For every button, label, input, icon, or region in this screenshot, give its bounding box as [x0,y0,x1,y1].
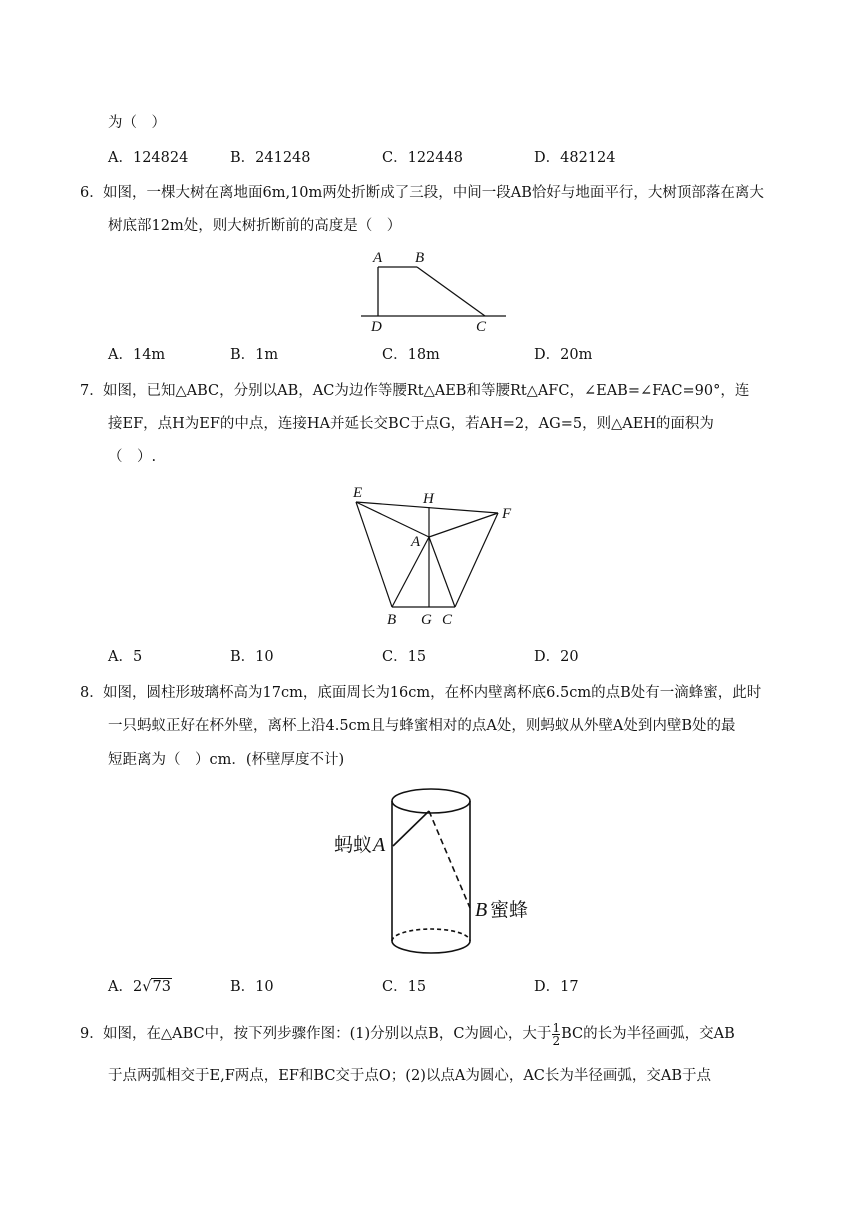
q6-option-a[interactable]: A．14m [108,347,166,363]
q7-number: 7． [80,383,104,399]
q8-option-a-prefix: A． [108,979,133,995]
q8-stem-line3: 短距离为（ ）cm．(杯壁厚度不计) [108,752,345,768]
q7-option-b[interactable]: B．10 [230,649,274,665]
q7-label-g: G [421,612,432,628]
q8-number: 8． [80,685,104,701]
q8-option-a[interactable] [108,977,172,997]
q5-option-b[interactable]: B．241248 [230,150,311,166]
q8-option-d[interactable]: D．17 [534,979,579,995]
q8-option-b[interactable]: B．10 [230,979,274,995]
q7-stem-line2: 接EF，点H为EF的中点，连接HA并延长交BC于点G，若AH=2，AG=5，则△AEH的面积为 [108,416,714,432]
q9-frac-num: 1 [552,1020,561,1035]
q7-label-f: F [502,506,512,522]
sqrt-icon: √ [142,979,152,995]
q6-label-c: C [476,319,487,335]
q5-stem-tail: 为（ ） [108,115,166,131]
q8-bee-label: 蜜蜂 [490,899,529,921]
q8-option-c[interactable]: C．15 [382,979,427,995]
q7-label-e: E [353,485,363,501]
q7-stem-line3: （ ）. [108,449,157,465]
q7-label-b: B [387,612,397,628]
q9-stem-line1-part1: 如图，在△ABC中，按下列步骤作图：(1)分别以点B，C为圆心，大于 [103,1026,552,1042]
q6-option-b[interactable]: B．1m [230,347,279,363]
q7-option-c[interactable]: C．15 [382,649,427,665]
q9-fraction [552,1022,560,1047]
q7-stem-line1: 如图，已知△ABC，分别以AB，AC为边作等腰Rt△AEB和等腰Rt△AFC，∠EAB=∠FAC=90°，连 [103,383,750,399]
q8-option-a-coef: 2 [132,979,143,995]
q8-label-b: B [475,899,488,921]
q9-stem-line1-part2: BC的长为半径画弧，交AB [561,1026,735,1042]
q6-stem-line1: 如图，一棵大树在离地面6m,10m两处折断成了三段，中间一段AB恰好与地面平行，大树顶部落在离大 [103,185,764,201]
q5-option-c[interactable]: C．122448 [382,150,463,166]
q5-option-a[interactable]: A．124824 [108,150,189,166]
q8-label-a: A [373,834,386,856]
q6-label-b: B [415,250,425,266]
q8-stem-line1: 如图，圆柱形玻璃杯高为17cm，底面周长为16cm，在杯内壁离杯底6.5cm的点B处有一滴蜂蜜，此时 [103,685,762,701]
q7-label-c: C [442,612,453,628]
q6-label-a: A [373,250,383,266]
q6-label-d: D [371,319,382,335]
q6-option-d[interactable]: D．20m [534,347,593,363]
q9-frac-den: 2 [552,1033,561,1048]
q6-number: 6． [80,185,104,201]
q5-option-d[interactable]: D．482124 [534,150,616,166]
q9-stem-line2: 于点两弧相交于E,F两点，EF和BC交于点O；(2)以点A为圆心，AC长为半径画弧，交AB于点 [108,1068,712,1084]
q9-number: 9． [80,1026,104,1042]
q7-label-a: A [411,534,421,550]
q8-ant-label: 蚂蚁 [334,834,373,856]
q6-option-c[interactable]: C．18m [382,347,440,363]
q8-stem-line2: 一只蚂蚁正好在杯外壁，离杯上沿4.5cm且与蜂蜜相对的点A处，则蚂蚁从外壁A处到内壁B处的最 [108,718,736,734]
q8-option-a-radicand: 73 [152,979,171,995]
q9-stem-line1 [103,1016,735,1052]
q7-option-d[interactable]: D．20 [534,649,579,665]
q6-stem-line2: 树底部12m处，则大树折断前的高度是（ ） [108,218,402,234]
q7-label-h: H [423,491,434,507]
q7-option-a[interactable]: A．5 [108,649,143,665]
